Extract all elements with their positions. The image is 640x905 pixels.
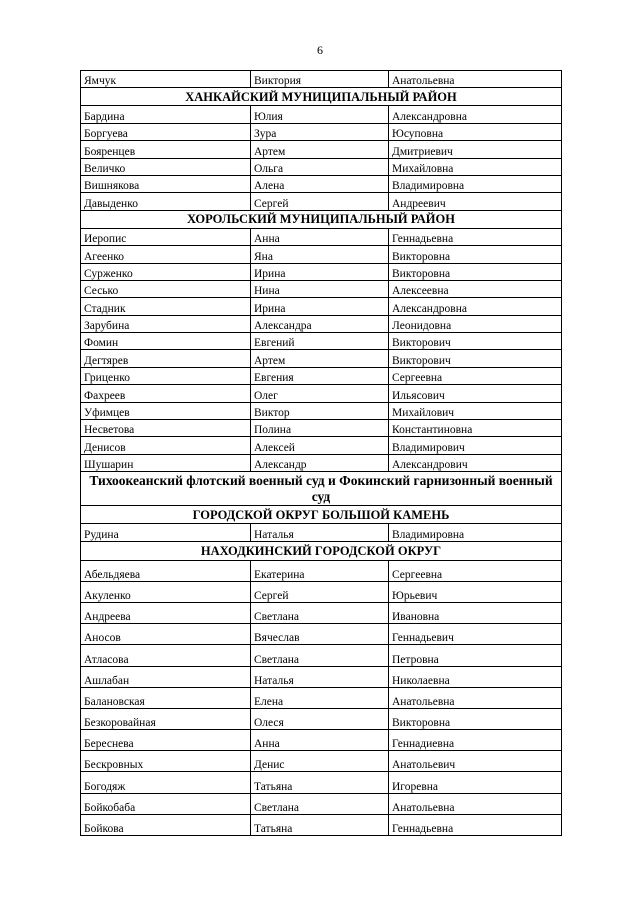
patronymic-cell: Михайлович [389,402,562,419]
last-name-cell: Ашлабан [81,666,251,687]
last-name-cell: Давыденко [81,193,251,210]
table-row [81,437,562,454]
table-row [81,350,562,367]
patronymic-cell: Викторовна [389,708,562,729]
last-name-cell: Стадник [81,298,251,315]
patronymic-cell: Анатольевна [389,687,562,708]
last-name-cell: Рудина [81,524,251,541]
patronymic-cell: Сергеевна [389,560,562,581]
patronymic-cell: Андреевич [389,193,562,210]
last-name-cell: Несветова [81,420,251,437]
first-name-cell: Евгения [251,367,389,384]
table-row [81,298,562,315]
first-name-cell: Светлана [251,793,389,814]
last-name-cell: Сесько [81,280,251,297]
section-header-row [81,472,562,506]
first-name-cell: Алексей [251,437,389,454]
first-name-cell: Анна [251,730,389,751]
last-name-cell: Богодяж [81,772,251,793]
first-name-cell: Вячеслав [251,624,389,645]
last-name-cell: Гриценко [81,367,251,384]
first-name-cell: Сергей [251,193,389,210]
table-row [81,772,562,793]
table-row [81,71,562,88]
table-row [81,141,562,158]
table-row [81,666,562,687]
first-name-cell: Артем [251,141,389,158]
patronymic-cell: Александровна [389,298,562,315]
table-row [81,158,562,175]
section-title: Тихоокеанский флотский военный суд и Фокинский гарнизонный военный суд [81,472,562,506]
first-name-cell: Зура [251,123,389,140]
section-title: ГОРОДСКОЙ ОКРУГ БОЛЬШОЙ КАМЕНЬ [81,506,562,524]
table-row [81,793,562,814]
first-name-cell: Олег [251,385,389,402]
last-name-cell: Сурженко [81,263,251,280]
patronymic-cell: Анатольевич [389,751,562,772]
table-row [81,814,562,835]
page-number: 6 [317,43,323,57]
patronymic-cell: Михайловна [389,158,562,175]
last-name-cell: Ямчук [81,71,251,88]
table-row [81,602,562,623]
last-name-cell: Безкоровайная [81,708,251,729]
table-row [81,228,562,245]
first-name-cell: Алена [251,175,389,192]
patronymic-cell: Юсуповна [389,123,562,140]
table-row [81,106,562,123]
table-row [81,624,562,645]
table-row [81,454,562,471]
last-name-cell: Иеропис [81,228,251,245]
section-title: НАХОДКИНСКИЙ ГОРОДСКОЙ ОКРУГ [81,541,562,560]
names-table-body [81,71,562,836]
last-name-cell: Денисов [81,437,251,454]
first-name-cell: Юлия [251,106,389,123]
last-name-cell: Аносов [81,624,251,645]
patronymic-cell: Александрович [389,454,562,471]
first-name-cell: Нина [251,280,389,297]
section-header-row [81,541,562,560]
first-name-cell: Виктория [251,71,389,88]
first-name-cell: Наталья [251,666,389,687]
last-name-cell: Величко [81,158,251,175]
first-name-cell: Полина [251,420,389,437]
first-name-cell: Евгений [251,333,389,350]
last-name-cell: Бояренцев [81,141,251,158]
table-row [81,263,562,280]
patronymic-cell: Ильясович [389,385,562,402]
patronymic-cell: Ивановна [389,602,562,623]
table-row [81,687,562,708]
patronymic-cell: Юрьевич [389,581,562,602]
patronymic-cell: Анатольевна [389,71,562,88]
table-row [81,280,562,297]
table-row [81,730,562,751]
patronymic-cell: Игоревна [389,772,562,793]
patronymic-cell: Викторовна [389,263,562,280]
last-name-cell: Атласова [81,645,251,666]
patronymic-cell: Владимирович [389,437,562,454]
section-header-row [81,506,562,524]
section-header-row [81,88,562,106]
first-name-cell: Яна [251,246,389,263]
patronymic-cell: Петровна [389,645,562,666]
first-name-cell: Екатерина [251,560,389,581]
first-name-cell: Ольга [251,158,389,175]
table-row [81,581,562,602]
first-name-cell: Татьяна [251,814,389,835]
patronymic-cell: Геннадьевич [389,624,562,645]
table-row [81,420,562,437]
last-name-cell: Дегтярев [81,350,251,367]
first-name-cell: Ирина [251,298,389,315]
patronymic-cell: Викторович [389,333,562,350]
patronymic-cell: Викторович [389,350,562,367]
first-name-cell: Александр [251,454,389,471]
last-name-cell: Бардина [81,106,251,123]
patronymic-cell: Николаевна [389,666,562,687]
last-name-cell: Шушарин [81,454,251,471]
table-row [81,175,562,192]
first-name-cell: Александра [251,315,389,332]
last-name-cell: Балановская [81,687,251,708]
last-name-cell: Вишнякова [81,175,251,192]
last-name-cell: Бойкобаба [81,793,251,814]
table-row [81,333,562,350]
first-name-cell: Светлана [251,645,389,666]
patronymic-cell: Константиновна [389,420,562,437]
last-name-cell: Абельдяева [81,560,251,581]
patronymic-cell: Геннадьевна [389,228,562,245]
names-table [80,70,562,836]
last-name-cell: Акуленко [81,581,251,602]
first-name-cell: Ирина [251,263,389,280]
table-row [81,385,562,402]
first-name-cell: Артем [251,350,389,367]
first-name-cell: Светлана [251,602,389,623]
first-name-cell: Денис [251,751,389,772]
last-name-cell: Андреева [81,602,251,623]
last-name-cell: Фахреев [81,385,251,402]
patronymic-cell: Леонидовна [389,315,562,332]
first-name-cell: Анна [251,228,389,245]
patronymic-cell: Дмитриевич [389,141,562,158]
patronymic-cell: Геннадиевна [389,730,562,751]
patronymic-cell: Анатольевна [389,793,562,814]
section-title: ХОРОЛЬСКИЙ МУНИЦИПАЛЬНЫЙ РАЙОН [81,210,562,228]
table-row [81,560,562,581]
section-header-row [81,210,562,228]
patronymic-cell: Алексеевна [389,280,562,297]
patronymic-cell: Геннадьевна [389,814,562,835]
patronymic-cell: Владимировна [389,175,562,192]
patronymic-cell: Александровна [389,106,562,123]
table-row [81,367,562,384]
table-row [81,645,562,666]
first-name-cell: Елена [251,687,389,708]
last-name-cell: Бескровных [81,751,251,772]
table-row [81,246,562,263]
first-name-cell: Татьяна [251,772,389,793]
first-name-cell: Олеся [251,708,389,729]
table-row [81,524,562,541]
last-name-cell: Зарубина [81,315,251,332]
last-name-cell: Боргуева [81,123,251,140]
table-row [81,315,562,332]
last-name-cell: Фомин [81,333,251,350]
section-title: ХАНКАЙСКИЙ МУНИЦИПАЛЬНЫЙ РАЙОН [81,88,562,106]
first-name-cell: Наталья [251,524,389,541]
table-row [81,751,562,772]
first-name-cell: Сергей [251,581,389,602]
last-name-cell: Береснева [81,730,251,751]
last-name-cell: Уфимцев [81,402,251,419]
last-name-cell: Агеенко [81,246,251,263]
patronymic-cell: Викторовна [389,246,562,263]
first-name-cell: Виктор [251,402,389,419]
patronymic-cell: Владимировна [389,524,562,541]
table-row [81,123,562,140]
table-row [81,708,562,729]
table-row [81,193,562,210]
patronymic-cell: Сергеевна [389,367,562,384]
last-name-cell: Бойкова [81,814,251,835]
table-row [81,402,562,419]
